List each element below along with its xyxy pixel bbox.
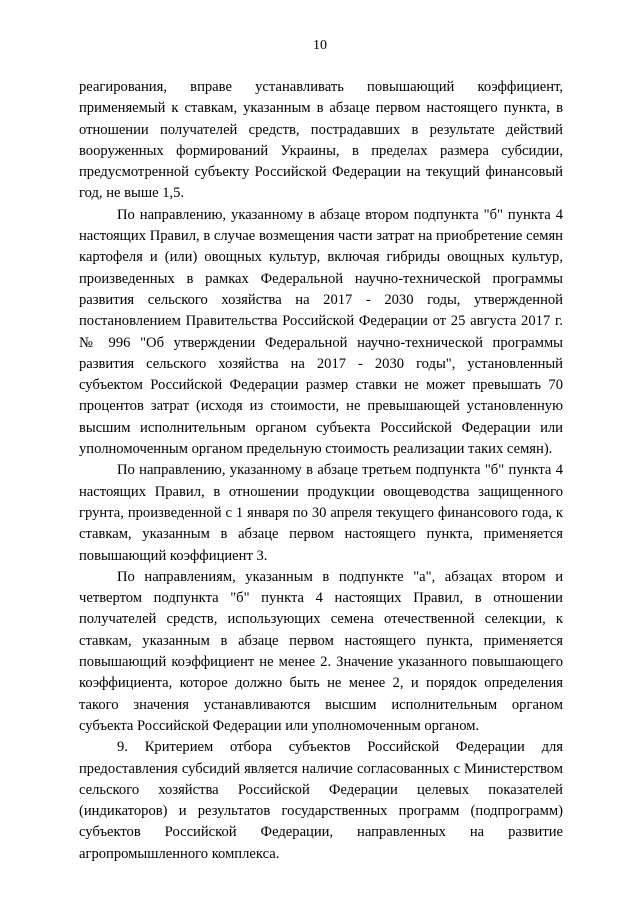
paragraph-seed-costs: По направлению, указанному в абзаце втором подпункта "б" пункта 4 настоящих Правил, в случае возмещения части затрат на приобретение семян картофеля и (или) овощных культур, включая гибриды овощных культур, произведенных в рамках Федеральной научно-технической программы развития сельского хозяйства на 2017 - 2030 годы, утвержденной постановлением Правительства Российской Федерации от 25 августа 2017 г. № 996 "Об утверждении Федеральной научно-технической программы развития сельского хозяйства на 2017 - 2030 годы", установленный субъектом Российской Федерации размер ставки не может превышать 70 процентов затрат (исходя из стоимости, не превышающей установленную высшим исполнительным органом субъекта Российской Федерации или уполномоченным органом предельную стоимость реализации таких семян). bbox=[79, 206, 563, 458]
page-number: 10 bbox=[313, 38, 327, 53]
paragraph-greenhouse-vegetables: По направлению, указанному в абзаце третьем подпункта "б" пункта 4 настоящих Правил, в отношении продукции овощеводства защищенного грунта, произведенной с 1 января по 30 апреля текущего финансового года, к ставкам, указанным в абзаце первом настоящего пункта, применяется повышающий коэффициент 3. bbox=[79, 462, 563, 564]
paragraph-continuation: реагирования, вправе устанавливать повышающий коэффициент, применяемый к ставкам, указанным в абзаце первом настоящего пункта, в отношении получателей средств, пострадавших в результате действий вооруженных формирований Украины, в пределах размера субсидии, предусмотренной субъекту Российской Федерации на текущий финансовый год, не выше 1,5. bbox=[79, 79, 563, 202]
document-body bbox=[79, 77, 563, 865]
paragraph-domestic-seeds: По направлениям, указанным в подпункте "а", абзацах втором и четвертом подпункта "б" пункта 4 настоящих Правил, в отношении получателей средств, использующих семена отечественной селекции, к ставкам, указанным в абзаце первом настоящего пункта, применяется повышающий коэффициент не менее 2. Значение указанного повышающего коэффициента, которое должно быть не менее 2, и порядок определения такого значения устанавливаются высшим исполнительным органом субъекта Российской Федерации или уполномоченным органом. bbox=[79, 568, 563, 734]
paragraph-selection-criterion: 9. Критерием отбора субъектов Российской Федерации для предоставления субсидий является наличие согласованных с Министерством сельского хозяйства Российской Федерации целевых показателей (индикаторов) и результатов государственных программ (подпрограмм) субъектов Российской Федерации, направленных на развитие агропромышленного комплекса. bbox=[79, 739, 563, 862]
